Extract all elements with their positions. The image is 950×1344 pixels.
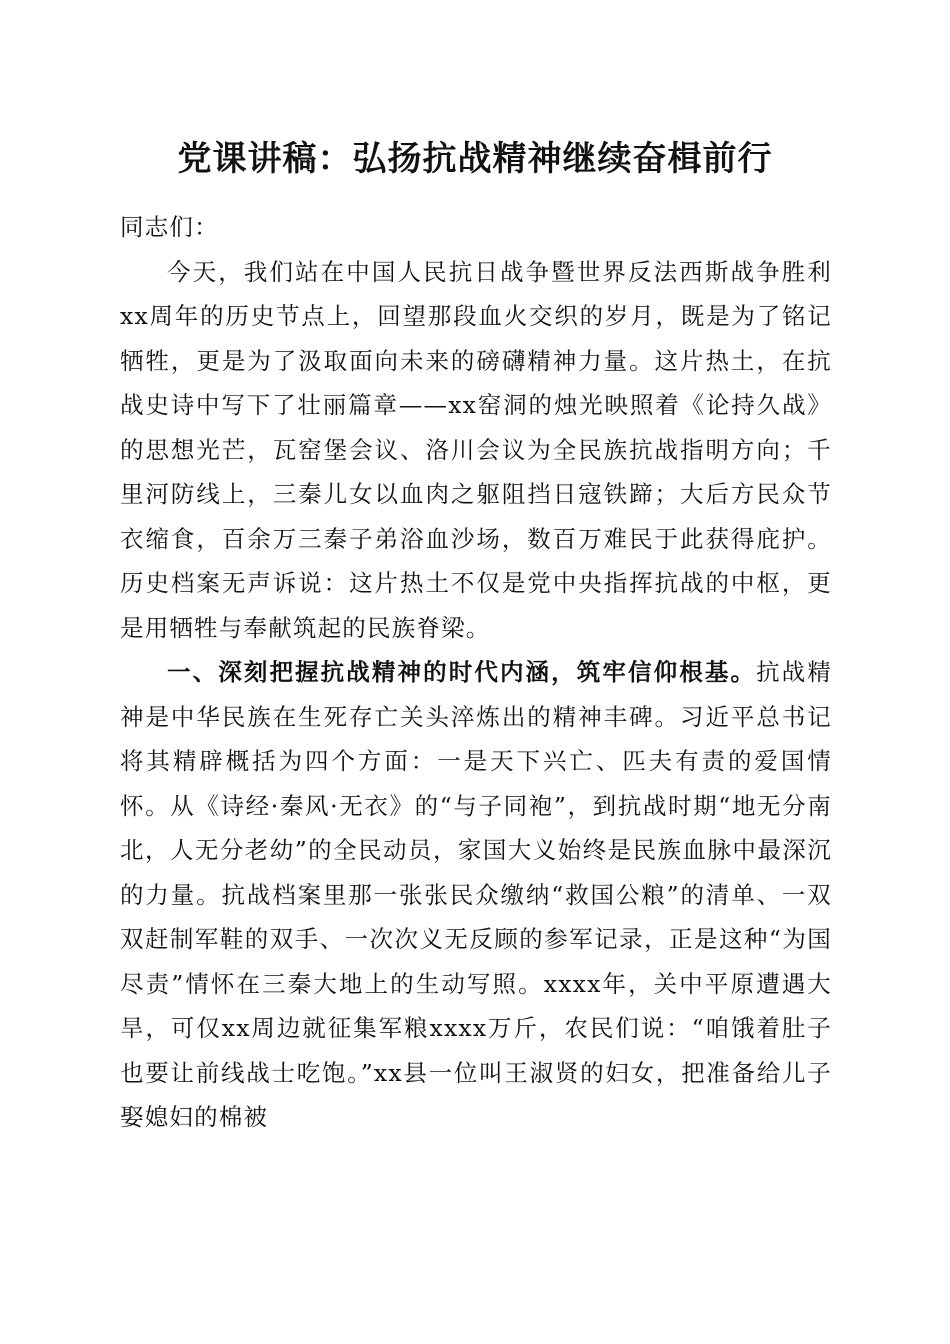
document-body <box>120 205 832 1140</box>
salutation: 同志们： <box>120 213 219 241</box>
document-title: 党课讲稿：弘扬抗战精神继续奋楫前行 <box>177 139 773 179</box>
paragraph-intro: 今天，我们站在中国人民抗日战争暨世界反法西斯战争胜利xx周年的历史节点上，回望那段血火交织的岁月，既是为了铭记牺牲，更是为了汲取面向未来的磅礴精神力量。这片热土，在抗战史诗中写下了壮丽篇章——xx窑洞的烛光映照着《论持久战》的思想光芒，瓦窑堡会议、洛川会议为全民族抗战指明方向；千里河防线上，三秦儿女以血肉之躯阻挡日寇铁蹄；大后方民众节衣缩食，百余万三秦子弟浴血沙场，数百万难民于此获得庇护。历史档案无声诉说：这片热土不仅是党中央指挥抗战的中枢，更是用牺牲与奉献筑起的民族脊梁。 <box>120 257 832 642</box>
paragraph-section-1 <box>120 650 832 1140</box>
section-1-body: 抗战精神是中华民族在生死存亡关头淬炼出的精神丰碑。习近平总书记将其精辟概括为四个方面：一是天下兴亡、匹夫有责的爱国情怀。从《诗经·秦风·无衣》的“与子同袍”，到抗战时期“地无分南北，人无分老幼”的全民动员，家国大义始终是民族血脉中最深沉的力量。抗战档案里那一张张民众缴纳“救国公粮”的清单、一双双赶制军鞋的双手、一次次义无反顾的参军记录，正是这种“为国尽责”情怀在三秦大地上的生动写照。xxxx年，关中平原遭遇大旱，可仅xx周边就征集军粮xxxx万斤，农民们说：“咱饿着肚子也要让前线战士吃饱。”xx县一位叫王淑贤的妇女，把准备给儿子娶媳妇的棉被 <box>120 658 832 1131</box>
section-1-heading: 一、深刻把握抗战精神的时代内涵，筑牢信仰根基。 <box>167 658 757 686</box>
